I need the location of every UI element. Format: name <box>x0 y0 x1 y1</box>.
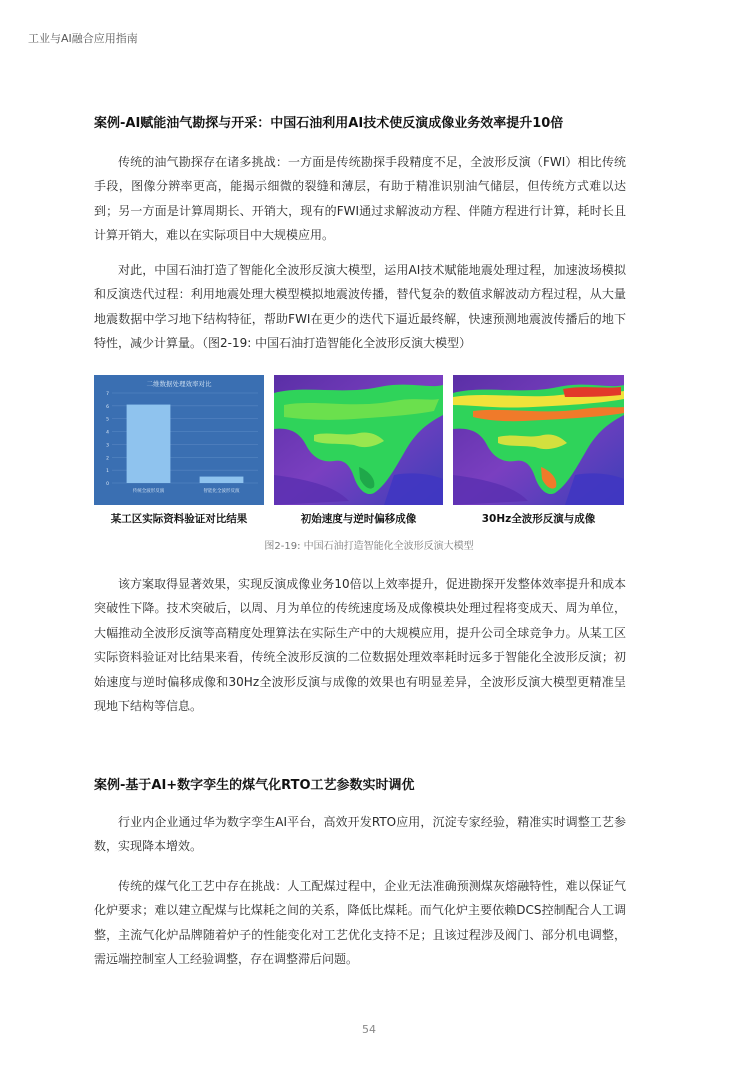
chart-y-tick-label-6: 6 <box>106 404 109 410</box>
chart-bar-1 <box>200 477 244 483</box>
running-header: 工业与AI融合应用指南 <box>28 32 138 45</box>
panel-label-3: 30Hz全波形反演与成像 <box>481 513 596 525</box>
chart-title: 二维数据处理效率对比 <box>146 380 212 388</box>
fwi-30hz-image <box>453 375 624 505</box>
case1-title: 案例-AI赋能油气勘探与开采：中国石油利用AI技术使反演成像业务效率提升10倍 <box>94 116 564 131</box>
chart-y-tick-label-3: 3 <box>106 443 109 449</box>
case2-title: 案例-基于AI+数字孪生的煤气化RTO工艺参数实时调优 <box>94 778 415 793</box>
chart-y-tick-label-1: 1 <box>106 469 109 475</box>
case1-paragraph-1: 传统的油气勘探存在诸多挑战：一方面是传统勘探手段精度不足，全波形反演（FWI）相比传统手段，图像分辨率更高，能揭示细微的裂缝和薄层，有助于精准识别油气储层，但传统方式难以达到；另一方面是计算周期长、开销大，现有的FWI通过求解波动方程、伴随方程进行计算，耗时长且计算开销大，难以在实际项目中大规模应用。 <box>94 155 626 243</box>
seismic-image-initial <box>274 375 443 505</box>
chart-bar-0 <box>127 405 171 483</box>
page-number: 54 <box>362 1023 376 1036</box>
initial-velocity-image <box>274 375 443 505</box>
chart-category-label-0: 传统全波形反演 <box>132 489 165 494</box>
case2-paragraph-2: 传统的煤气化工艺中存在挑战：人工配煤过程中，企业无法准确预测煤灰熔融特性，难以保证气化炉要求；难以建立配煤与比煤耗之间的关系，降低比煤耗。而气化炉主要依赖DCS控制配合人工调整，主流气化炉品牌随着炉子的性能变化对工艺优化支持不足；且该过程涉及阀门、部分机电调整，需远端控制室人工经验调整，存在调整滞后问题。 <box>94 879 626 967</box>
efficiency-chart <box>94 375 264 505</box>
efficiency-chart-panel <box>94 375 264 505</box>
figure-caption: 图2-19: 中国石油打造智能化全波形反演大模型 <box>264 541 474 552</box>
seismic-image-fwi <box>453 375 624 505</box>
chart-y-tick-label-4: 4 <box>106 430 109 436</box>
chart-y-tick-label-0: 0 <box>106 482 109 487</box>
chart-category-label-1: 智能化全波形反演 <box>203 489 240 494</box>
case1-paragraph-2: 对此，中国石油打造了智能化全波形反演大模型，运用AI技术赋能地震处理过程，加速波场模拟和反演迭代过程：利用地震处理大模型模拟地震波传播，替代复杂的数值求解波动方程过程，从大量地震数据中学习地下结构特征，帮助FWI在更少的迭代下逼近最终解，快速预测地震波传播后的地下特性，减少计算量。（图2-19: 中国石油打造智能化全波形反演大模型） <box>94 263 626 351</box>
panel-label-1: 某工区实际资料验证对比结果 <box>110 513 248 525</box>
case2-paragraph-1: 行业内企业通过华为数字孪生AI平台，高效开发RTO应用，沉淀专家经验，精准实时调整工艺参数，实现降本增效。 <box>94 815 626 854</box>
panel-label-2: 初始速度与逆时偏移成像 <box>300 513 417 525</box>
case1-paragraph-3: 该方案取得显著效果，实现反演成像业务10倍以上效率提升，促进勘探开发整体效率提升和成本突破性下降。技术突破后，以周、月为单位的传统速度场及成像模块处理过程将变成天、周为单位，大幅推动全波形反演等高精度处理算法在实际生产中的大规模应用，提升公司全球竞争力。从某工区实际资料验证对比结果来看，传统全波形反演的二位数据处理效率耗时远多于智能化全波形反演；初始速度与逆时偏移成像和30Hz全波形反演与成像的效果也有明显差异，全波形反演大模型更精准呈现地下结构等信息。 <box>94 577 626 714</box>
chart-y-tick-label-7: 7 <box>106 392 109 397</box>
chart-y-tick-label-2: 2 <box>106 456 109 462</box>
chart-y-tick-label-5: 5 <box>106 417 109 423</box>
